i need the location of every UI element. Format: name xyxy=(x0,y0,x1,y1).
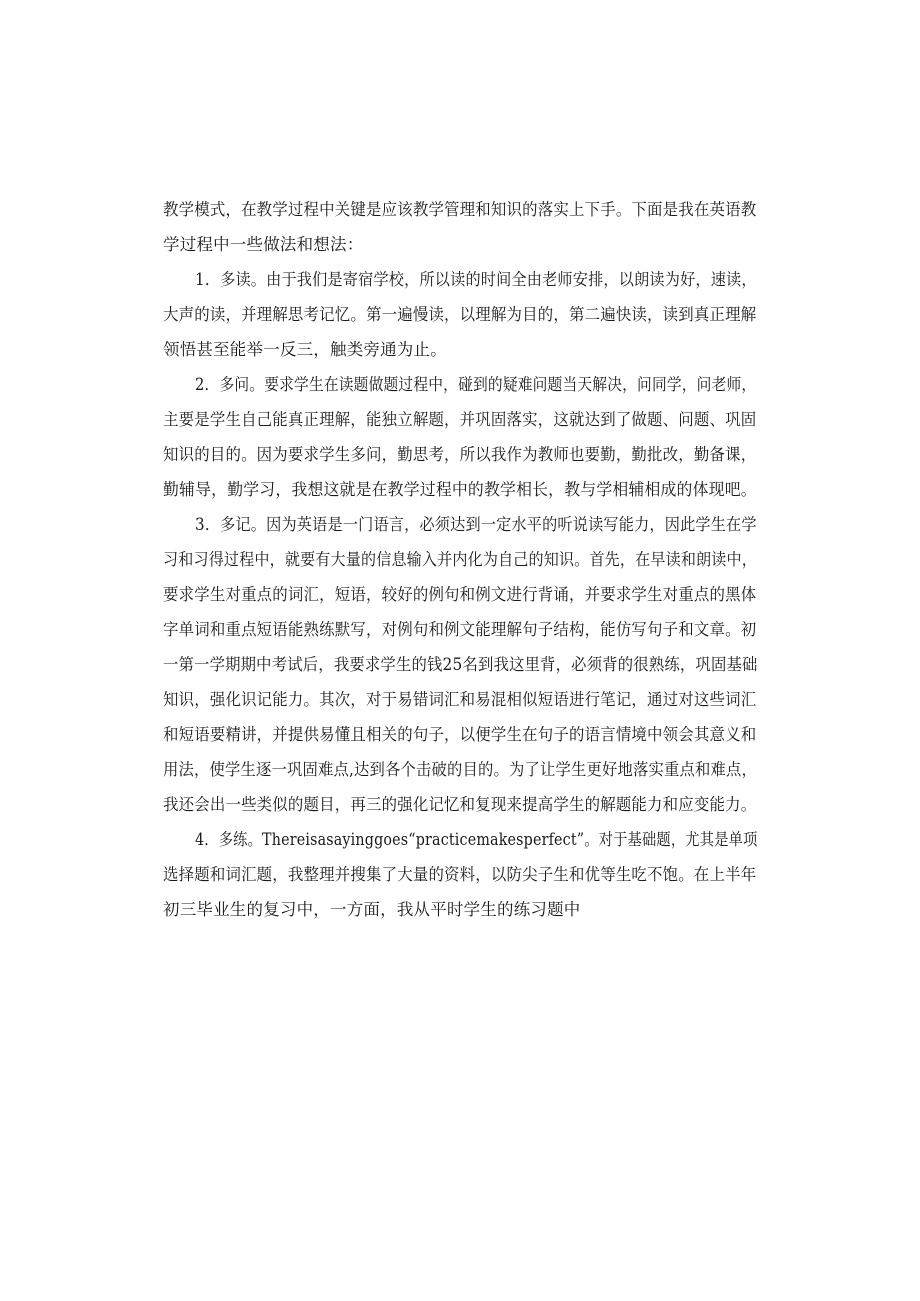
paragraph-line: 学过程中一些做法和想法： xyxy=(163,235,364,254)
paragraph-line: 一第一学期期中考试后，我要求学生的钱25名到我这里背，必须背的很熟练，巩固基础 xyxy=(163,655,758,674)
list-item-practice: 4．多练。Thereisasayinggoes“practicemakesperfect”。对于基础题，尤其是单项 xyxy=(195,830,758,849)
list-item-read: 1．多读。由于我们是寄宿学校，所以读的时间全由老师安排，以朗读为好，速读， xyxy=(195,270,757,289)
paragraph-line: 教学模式，在教学过程中关键是应该教学管理和知识的落实上下手。下面是我在英语教 xyxy=(163,200,757,219)
paragraph-line: 我还会出一些类似的题目，再三的强化记忆和复现来提高学生的解题能力和应变能力。 xyxy=(163,795,757,814)
paragraph-line: 选择题和词汇题，我整理并搜集了大量的资料，以防尖子生和优等生吃不饱。在上半年 xyxy=(163,865,757,884)
paragraph-line: 勤辅导，勤学习，我想这就是在教学过程中的教学相长，教与学相辅相成的体现吧。 xyxy=(163,480,757,499)
paragraph-line: 字单词和重点短语能熟练默写，对例句和例文能理解句子结构，能仿写句子和文章。初 xyxy=(163,620,757,639)
paragraph-line: 用法，使学生逐一巩固难点,达到各个击破的目的。为了让学生更好地落实重点和难点， xyxy=(163,760,757,779)
paragraph-line: 主要是学生自己能真正理解，能独立解题，并巩固落实，这就达到了做题、问题、巩固 xyxy=(163,410,757,429)
paragraph-line: 和短语要精讲，并提供易懂且相关的句子，以便学生在句子的语言情境中领会其意义和 xyxy=(163,725,757,744)
paragraph-line: 知识的目的。因为要求学生多问，勤思考，所以我作为教师也要勤，勤批改，勤备课， xyxy=(163,445,757,464)
paragraph-line: 初三毕业生的复习中，一方面，我从平时学生的练习题中 xyxy=(163,900,581,919)
paragraph-line: 大声的读，并理解思考记忆。第一遍慢读，以理解为目的，第二遍快读，读到真正理解 xyxy=(163,305,757,324)
list-item-memorize: 3．多记。因为英语是一门语言，必须达到一定水平的听说读写能力，因此学生在学 xyxy=(195,515,757,534)
list-item-ask: 2．多问。要求学生在读题做题过程中，碰到的疑难问题当天解决，问同学，问老师， xyxy=(195,375,757,394)
paragraph-line: 领悟甚至能举一反三，触类旁通为止。 xyxy=(163,340,447,359)
paragraph-line: 要求学生对重点的词汇，短语，较好的例句和例文进行背诵，并要求学生对重点的黑体 xyxy=(163,585,757,604)
paragraph-line: 知识，强化识记能力。其次，对于易错词汇和易混相似短语进行笔记，通过对这些词汇 xyxy=(163,690,757,709)
paragraph-line: 习和习得过程中，就要有大量的信息输入并内化为自己的知识。首先，在早读和朗读中， xyxy=(163,550,757,569)
